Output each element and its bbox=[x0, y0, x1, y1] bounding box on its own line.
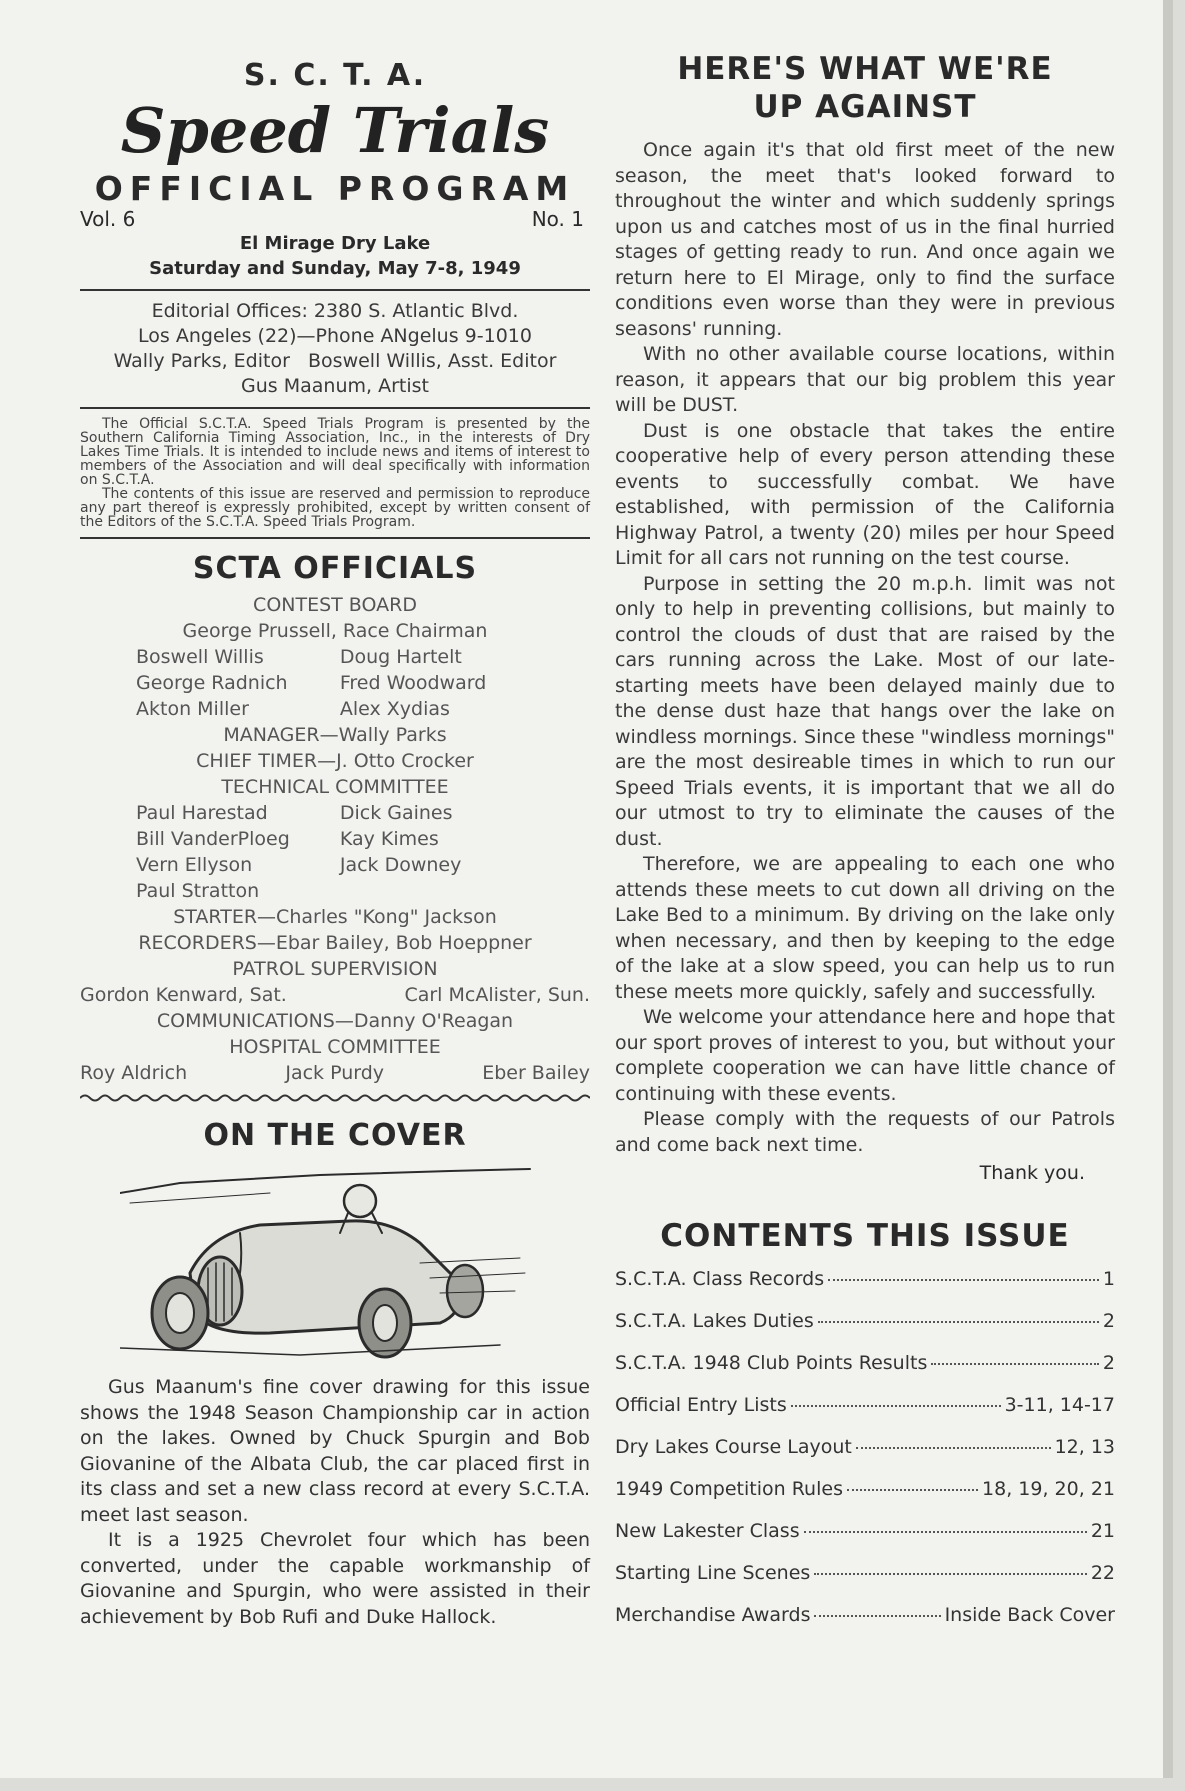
official-row bbox=[80, 800, 590, 826]
official-name: Bill VanderPloeg bbox=[136, 828, 290, 850]
event-location: El Mirage Dry Lake bbox=[239, 233, 431, 254]
official-name bbox=[340, 878, 528, 904]
communications: COMMUNICATIONS—Danny O'Reagan bbox=[156, 1010, 514, 1032]
official-name: George Radnich bbox=[136, 672, 288, 694]
contents-page: 12, 13 bbox=[1054, 1436, 1115, 1458]
official-name: Doug Hartelt bbox=[339, 646, 462, 668]
contents-heading: CONTENTS THIS ISSUE bbox=[660, 1218, 1070, 1254]
official-name: Paul Stratton bbox=[136, 880, 260, 902]
official-name: Roy Aldrich bbox=[80, 1062, 188, 1084]
notice-paragraph: The Official S.C.T.A. Speed Trials Program is presented by the Southern California Timing Association, Inc., in the interests of Dry Lakes Time Trials. It is intended to include news and items of interest to members of the Association and will deal specifically with information on S.C.T.A. bbox=[80, 416, 590, 488]
article-paragraph: Once again it's that old first meet of the new season, the meet that's looked forward to throughout the winter and which suddenly springs upon us and catches most of us in the final hurried stages of getting ready to run. And once again we return here to El Mirage, only to find the surface conditions even worse than they were in previous seasons' running. bbox=[615, 139, 1115, 340]
article-paragraph: Dust is one obstacle that takes the entire cooperative help of every person attending these events to successfully combat. We have established, with permission of the California Highway Patrol, a twenty (20) miles per hour Speed Limit for all cars not running on the test course. bbox=[615, 419, 1115, 569]
officials-list bbox=[80, 592, 590, 1086]
official-name: Jack Purdy bbox=[285, 1062, 385, 1084]
editorial-line: Wally Parks, Editor Boswell Willis, Asst. Editor bbox=[113, 350, 557, 372]
program-title: OFFICIAL PROGRAM bbox=[94, 169, 576, 208]
official-name: Carl McAlister, Sun. bbox=[404, 984, 590, 1006]
official-row bbox=[80, 1060, 590, 1086]
event-dates: Saturday and Sunday, May 7-8, 1949 bbox=[149, 258, 521, 279]
contents-item bbox=[615, 1478, 1115, 1520]
contents-page: 18, 19, 20, 21 bbox=[982, 1478, 1115, 1500]
official-name: Jack Downey bbox=[339, 854, 462, 876]
issue-number: No. 1 bbox=[531, 207, 584, 231]
contents-item bbox=[615, 1520, 1115, 1562]
contents-title: Official Entry Lists bbox=[615, 1394, 787, 1416]
article-signoff: Thank you. bbox=[979, 1162, 1085, 1184]
contents-item bbox=[615, 1268, 1115, 1310]
official-name: Vern Ellyson bbox=[136, 854, 253, 876]
official-name: Paul Harestad bbox=[136, 802, 268, 824]
article-title-line: HERE'S WHAT WE'RE bbox=[677, 51, 1053, 87]
contents-item bbox=[615, 1394, 1115, 1436]
contest-board-label: CONTEST BOARD bbox=[253, 594, 417, 616]
patrol-supervision-label: PATROL SUPERVISION bbox=[232, 958, 438, 980]
editorial-line: Gus Maanum, Artist bbox=[241, 375, 429, 397]
leader-dots bbox=[931, 1363, 1099, 1365]
officials-heading: SCTA OFFICIALS bbox=[192, 551, 478, 586]
contents-page: 3-11, 14-17 bbox=[1004, 1394, 1115, 1416]
article-paragraph: With no other available course locations, within reason, it appears that our big problem this year will be DUST. bbox=[615, 343, 1115, 416]
leader-dots bbox=[804, 1531, 1087, 1533]
contents-title: S.C.T.A. 1948 Club Points Results bbox=[615, 1352, 928, 1374]
contents-page: 1 bbox=[1102, 1268, 1115, 1290]
official-name: Gordon Kenward, Sat. bbox=[80, 984, 287, 1006]
contents-item bbox=[615, 1436, 1115, 1478]
contents-item bbox=[615, 1310, 1115, 1352]
official-row bbox=[80, 644, 590, 670]
contents-item bbox=[615, 1604, 1115, 1646]
contents-title: Starting Line Scenes bbox=[615, 1562, 811, 1584]
official-name: Akton Miller bbox=[136, 698, 249, 720]
leader-dots bbox=[847, 1489, 978, 1491]
org-name: S. C. T. A. bbox=[243, 58, 427, 93]
official-row bbox=[80, 982, 590, 1008]
technical-committee-label: TECHNICAL COMMITTEE bbox=[221, 776, 449, 798]
recorders: RECORDERS—Ebar Bailey, Bob Hoeppner bbox=[138, 932, 532, 954]
official-row bbox=[80, 670, 590, 696]
article-paragraph: Please comply with the requests of our Patrols and come back next time. bbox=[615, 1108, 1115, 1156]
leader-dots bbox=[791, 1405, 1001, 1407]
contents-title: S.C.T.A. Lakes Duties bbox=[615, 1310, 814, 1332]
official-name: Boswell Willis bbox=[136, 646, 264, 668]
cover-description bbox=[80, 1375, 590, 1630]
editorial-line: Los Angeles (22)—Phone ANgelus 9-1010 bbox=[138, 325, 532, 347]
leader-dots bbox=[818, 1321, 1099, 1323]
contents-item bbox=[615, 1562, 1115, 1604]
cover-paragraph: Gus Maanum's fine cover drawing for this issue shows the 1948 Season Championship car in action on the lakes. Owned by Chuck Spurgin and Bob Giovanine of the Albata Club, the car placed first in its class and set a new class record at every S.C.T.A. meet last season. bbox=[80, 1376, 590, 1526]
official-name: Fred Woodward bbox=[339, 672, 487, 694]
editorial-line: Editorial Offices: 2380 S. Atlantic Blvd. bbox=[151, 300, 519, 322]
leader-dots bbox=[814, 1573, 1087, 1575]
official-name: Kay Kimes bbox=[339, 828, 439, 850]
volume-row bbox=[80, 207, 590, 231]
article-title bbox=[615, 50, 1115, 126]
contents-list bbox=[615, 1268, 1115, 1646]
leader-dots bbox=[814, 1615, 940, 1617]
race-chairman: George Prussell, Race Chairman bbox=[182, 620, 488, 642]
chief-timer: CHIEF TIMER—J. Otto Crocker bbox=[196, 750, 474, 772]
cover-paragraph: It is a 1925 Chevrolet four which has been converted, under the capable workmanship of Giovanine and Spurgin, who were assisted in their achievement by Bob Rufi and Duke Hallock. bbox=[80, 1529, 590, 1628]
volume: Vol. 6 bbox=[80, 207, 136, 231]
contents-title: S.C.T.A. Class Records bbox=[615, 1268, 825, 1290]
divider bbox=[80, 407, 590, 409]
contents-page: 2 bbox=[1102, 1310, 1115, 1332]
article-paragraph: Purpose in setting the 20 m.p.h. limit was not only to help in preventing collisions, but mainly to control the clouds of dust that are raised by the cars running across the Lake. Most of our late-starting meets have been delayed mainly due to the dense dust haze that hangs over the lake on windless mornings. Since these "windless mornings" are the most desireable times in which to run our Speed Trials events, it is important that we all do our utmost to try to eliminate the causes of the dust. bbox=[615, 572, 1115, 850]
official-name: Alex Xydias bbox=[339, 698, 450, 720]
contents-title: Merchandise Awards bbox=[615, 1604, 811, 1626]
article-paragraph: We welcome your attendance here and hope that our sport proves of interest to you, but without your complete cooperation we can have little chance of continuing with these events. bbox=[615, 1006, 1115, 1105]
article-body bbox=[615, 138, 1115, 1158]
article-title-line: UP AGAINST bbox=[753, 89, 977, 125]
divider bbox=[80, 289, 590, 291]
contents-page: 21 bbox=[1090, 1520, 1115, 1542]
contents-title: Dry Lakes Course Layout bbox=[615, 1436, 852, 1458]
contents-page: 2 bbox=[1102, 1352, 1115, 1374]
official-name: Dick Gaines bbox=[339, 802, 453, 824]
starter: STARTER—Charles "Kong" Jackson bbox=[173, 906, 497, 928]
left-column bbox=[80, 50, 590, 1630]
wavy-divider bbox=[80, 1092, 590, 1104]
official-row bbox=[80, 852, 590, 878]
divider bbox=[80, 537, 590, 539]
official-row bbox=[80, 878, 590, 904]
leader-dots bbox=[856, 1447, 1051, 1449]
leader-dots bbox=[828, 1279, 1099, 1281]
manager: MANAGER—Wally Parks bbox=[223, 724, 447, 746]
contents-page: Inside Back Cover bbox=[944, 1604, 1115, 1626]
notice-paragraph: The contents of this issue are reserved and permission to reproduce any part thereof is expressly prohibited, except by written consent of the Editors of the S.C.T.A. Speed Trials Program. bbox=[80, 486, 590, 530]
hospital-committee-label: HOSPITAL COMMITTEE bbox=[229, 1036, 441, 1058]
official-name: Eber Bailey bbox=[482, 1062, 590, 1084]
contents-page: 22 bbox=[1090, 1562, 1115, 1584]
cover-heading: ON THE COVER bbox=[203, 1118, 467, 1153]
right-column bbox=[615, 50, 1115, 1646]
publication-notice bbox=[80, 417, 590, 529]
contents-title: New Lakester Class bbox=[615, 1520, 800, 1542]
script-title: Speed Trials bbox=[120, 94, 550, 167]
official-row bbox=[80, 826, 590, 852]
contents-item bbox=[615, 1352, 1115, 1394]
editorial-block bbox=[80, 299, 590, 399]
contents-title: 1949 Competition Rules bbox=[615, 1478, 843, 1500]
official-row bbox=[80, 696, 590, 722]
article-paragraph: Therefore, we are appealing to each one who attends these meets to cut down all driving on the Lake Bed to a minimum. By driving on the lake only when necessary, and then by keeping to the edge of the lake at a slow speed, you can help us to run these meets more quickly, safely and successfully. bbox=[615, 853, 1115, 1003]
race-car-illustration bbox=[120, 1163, 540, 1363]
